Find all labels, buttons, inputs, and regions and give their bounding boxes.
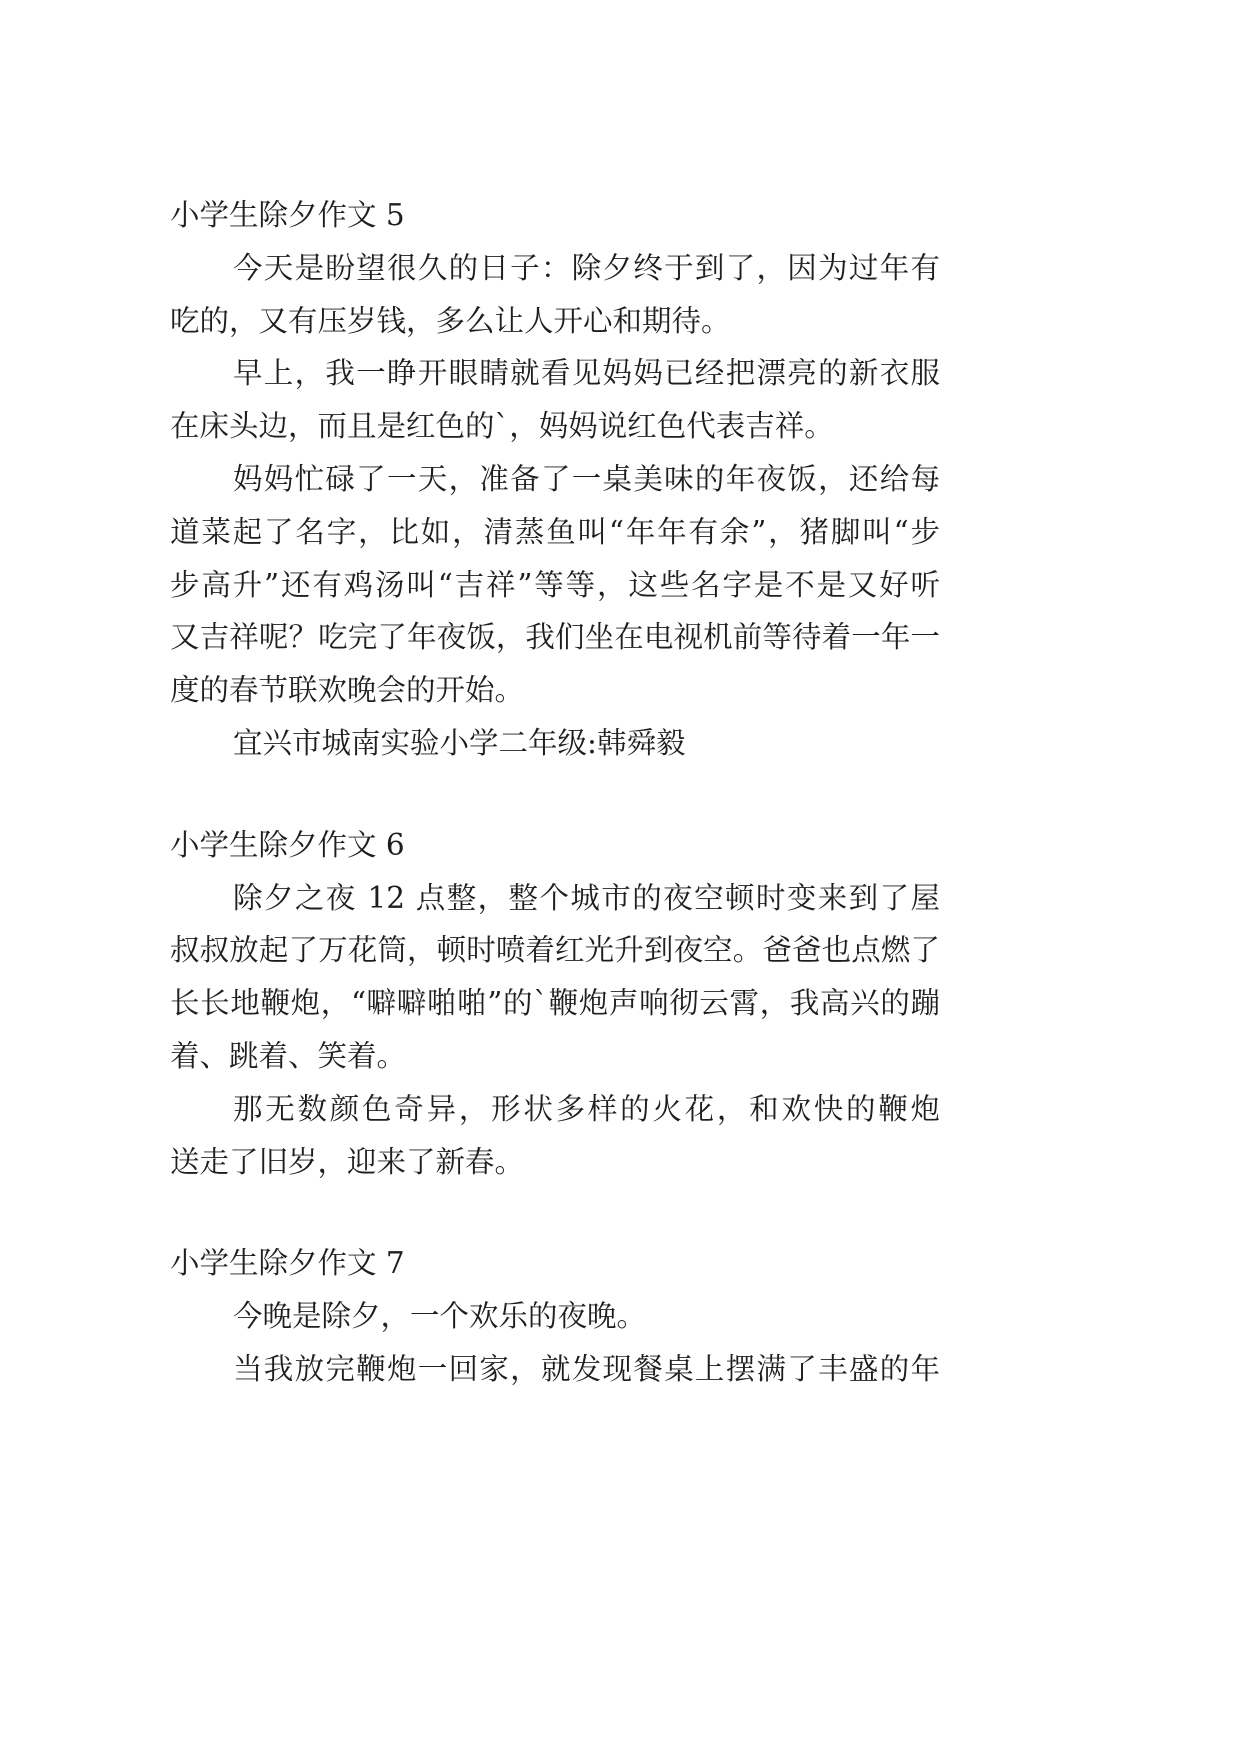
text-line: 又吉祥呢？吃完了年夜饭，我们坐在电视机前等待着一年一	[170, 620, 940, 655]
section-title: 小学生除夕作文 5	[170, 198, 405, 232]
section-title: 小学生除夕作文 6	[170, 827, 405, 862]
text-line: 在床头边，而且是红色的`，妈妈说红色代表吉祥。	[170, 409, 834, 444]
paragraph	[170, 347, 940, 453]
essay-section	[170, 1237, 940, 1395]
text-line: 今天是盼望很久的日子：除夕终于到了，因为过年有	[233, 250, 940, 285]
paragraph	[170, 1343, 940, 1396]
text-line: 度的春节联欢晚会的开始。	[170, 673, 525, 708]
text-line: 今晚是除夕，一个欢乐的夜晚。	[233, 1299, 647, 1334]
text-line: 除夕之夜 12 点整，整个城市的夜空顿时变来到了屋	[233, 880, 940, 915]
essay-section	[170, 819, 940, 1189]
text-line: 当我放完鞭炮一回家，就发现餐桌上摆满了丰盛的年	[233, 1351, 940, 1386]
text-line: 早上，我一睁开眼睛就看见妈妈已经把漂亮的新衣服	[233, 356, 940, 391]
essay-section	[170, 189, 940, 770]
paragraph	[170, 1083, 940, 1189]
text-line: 叔叔放起了万花筒，顿时喷着红光升到夜空。爸爸也点燃了	[170, 933, 940, 968]
paragraph	[170, 872, 940, 1083]
text-line: 宜兴市城南实验小学二年级:韩舜毅	[233, 725, 686, 760]
paragraph	[170, 242, 940, 348]
paragraph	[170, 1290, 940, 1343]
paragraph	[170, 453, 940, 717]
text-line: 妈妈忙碌了一天，准备了一桌美味的年夜饭，还给每	[233, 461, 940, 496]
text-line: 步高升”还有鸡汤叫“吉祥”等等，这些名字是不是又好听	[170, 567, 940, 602]
text-line: 着、跳着、笑着。	[170, 1038, 407, 1073]
text-line: 道菜起了名字，比如，清蒸鱼叫“年年有余”，猪脚叫“步	[170, 514, 940, 549]
document-body	[170, 189, 940, 1396]
text-line: 送走了旧岁，迎来了新春。	[170, 1144, 525, 1179]
section-title: 小学生除夕作文 7	[170, 1246, 405, 1281]
text-line: 吃的，又有压岁钱，多么让人开心和期待。	[170, 303, 731, 338]
text-line: 那无数颜色奇异，形状多样的火花，和欢快的鞭炮	[233, 1091, 940, 1126]
text-line: 长长地鞭炮，“噼噼啪啪”的`鞭炮声响彻云霄，我高兴的蹦	[170, 986, 940, 1021]
author-line	[170, 717, 940, 770]
